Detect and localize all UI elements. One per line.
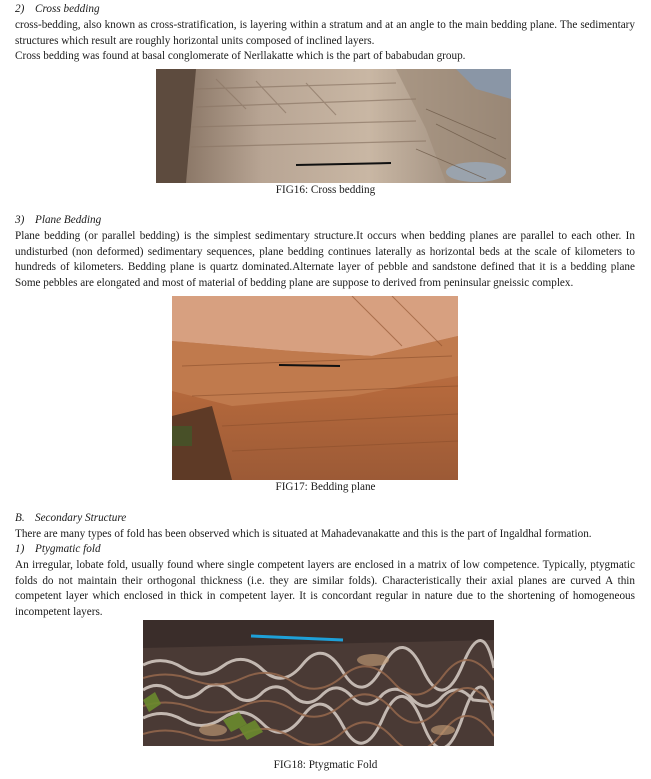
section-title: Secondary Structure bbox=[35, 512, 127, 524]
cross-bedding-photo bbox=[156, 69, 511, 183]
bedding-plane-photo bbox=[172, 296, 458, 480]
cross-bedding-location-paragraph: Cross bedding was found at basal conglomerate of Nerllakatte which is the part of bababudan group. bbox=[15, 50, 466, 62]
section-title: Ptygmatic fold bbox=[35, 543, 101, 555]
ptygmatic-fold-paragraph: An irregular, lobate fold, usually found where single competent layers are enclosed in a matrix of low competence. Typically, ptygmatic folds do not maintain their orthogonal thickness (i.e. they are similar folds). Characteristically their axial planes are curved A thin competent layer which enclosed in thick in competent layer. It is concordant regular in nature due to the shortening of homogeneous incompetent layers. bbox=[15, 559, 635, 618]
cross-bedding-paragraph: cross-bedding, also known as cross-stratification, is layering within a stratum and at an angle to the main bedding plane. The sedimentary structures which result are roughly horizontal units composed of inclined layers. bbox=[15, 19, 635, 47]
section-heading-secondary-structure bbox=[15, 512, 126, 524]
section-title: Plane Bedding bbox=[35, 214, 102, 226]
section-heading-plane-bedding bbox=[15, 214, 101, 226]
ptygmatic-fold-photo bbox=[143, 620, 494, 746]
section-number: 1) bbox=[15, 543, 25, 555]
figure-caption-17: FIG17: Bedding plane bbox=[275, 481, 376, 493]
section-heading-cross-bedding bbox=[15, 3, 100, 15]
section-number: 2) bbox=[15, 3, 25, 15]
secondary-structure-paragraph: There are many types of fold has been observed which is situated at Mahadevanakatte and this is the part of Ingaldhal formation. bbox=[15, 528, 592, 540]
section-number: B. bbox=[15, 512, 25, 524]
plane-bedding-paragraph: Plane bedding (or parallel bedding) is the simplest sedimentary structure.It occurs when bedding planes are parallel to each other. In undisturbed (non deformed) sedimentary sequences, plane bedding continues laterally as horizontal beds at the scale of kilometers to hundreds of kilometers. Bedding plane is quartz dominated.Alternate layer of pebble and sandstone defined that it is a bedding plane Some pebbles are elongated and most of material of bedding plane are suppose to derived from peninsular gneissic complex. bbox=[15, 230, 635, 289]
section-title: Cross bedding bbox=[35, 3, 100, 15]
section-heading-ptygmatic-fold bbox=[15, 543, 101, 555]
figure-caption-16: FIG16: Cross bedding bbox=[275, 184, 376, 196]
figure-caption-18: FIG18: Ptygmatic Fold bbox=[273, 759, 378, 771]
section-number: 3) bbox=[15, 214, 25, 226]
